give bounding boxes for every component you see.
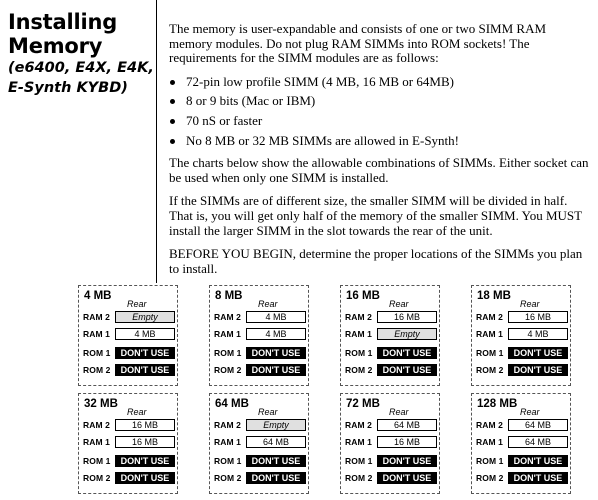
rom2-label: ROM 2 (214, 365, 242, 375)
rear-label: Rear (127, 407, 147, 417)
ram2-row (214, 419, 306, 431)
rom1-label: ROM 1 (345, 348, 373, 358)
config-total: 4 MB (84, 290, 112, 302)
ram1-slot: 16 MB (377, 436, 437, 448)
heading-subtitle-line2: E-Synth KYBD) (8, 80, 128, 96)
ram1-label: RAM 1 (83, 329, 110, 339)
bullet-icon (170, 99, 175, 104)
ram1-label: RAM 1 (476, 329, 503, 339)
ram2-row (476, 311, 568, 323)
rom2-slot: DON'T USE (115, 472, 175, 484)
rom1-slot: DON'T USE (246, 347, 306, 359)
rom1-row (214, 347, 306, 359)
rom2-label: ROM 2 (83, 473, 111, 483)
rom2-row (345, 364, 437, 376)
rom2-label: ROM 2 (345, 473, 373, 483)
ram2-slot: 16 MB (508, 311, 568, 323)
bullet-icon (170, 80, 175, 85)
ram2-slot: 16 MB (115, 419, 175, 431)
rom2-slot: DON'T USE (508, 472, 568, 484)
simm-config-box (209, 285, 309, 386)
ram2-row (345, 311, 437, 323)
ram1-label: RAM 1 (214, 329, 241, 339)
heading-subtitle-line1: (e6400, E4X, E4K, (8, 60, 154, 76)
config-total: 64 MB (215, 398, 249, 410)
rom1-label: ROM 1 (345, 456, 373, 466)
ram1-label: RAM 1 (214, 437, 241, 447)
ram2-label: RAM 2 (345, 420, 372, 430)
rom1-slot: DON'T USE (508, 347, 568, 359)
rom2-row (345, 472, 437, 484)
requirements-list (169, 75, 589, 148)
rom1-row (214, 455, 306, 467)
ram2-row (345, 419, 437, 431)
rom1-slot: DON'T USE (246, 455, 306, 467)
rom2-slot: DON'T USE (246, 364, 306, 376)
ram2-row (476, 419, 568, 431)
ram2-slot: 4 MB (246, 311, 306, 323)
intro-paragraph: The memory is user-expandable and consists of one or two SIMM RAM memory modules. Do not plug RAM SIMMs into ROM sockets! The requirements for the SIMM modules are as follows: (169, 21, 547, 66)
rom2-row (214, 364, 306, 376)
ram1-slot: 64 MB (246, 436, 306, 448)
ram2-label: RAM 2 (345, 312, 372, 322)
ram2-label: RAM 2 (214, 312, 241, 322)
ram1-row (345, 436, 437, 448)
requirement-item: 72-pin low profile SIMM (4 MB, 16 MB or 64MB) (169, 75, 589, 90)
ram1-slot: 4 MB (115, 328, 175, 340)
ram1-row (476, 436, 568, 448)
rom1-label: ROM 1 (214, 348, 242, 358)
ram1-label: RAM 1 (345, 329, 372, 339)
config-total: 8 MB (215, 290, 243, 302)
rom2-label: ROM 2 (345, 365, 373, 375)
heading-title-line2: Memory (8, 34, 103, 58)
rom2-label: ROM 2 (214, 473, 242, 483)
requirement-item: No 8 MB or 32 MB SIMMs are allowed in E-Synth! (169, 134, 589, 149)
simm-config-charts (78, 285, 580, 493)
rom1-row (476, 455, 568, 467)
rom1-row (83, 455, 175, 467)
simm-config-box (78, 285, 178, 386)
ram1-row (214, 328, 306, 340)
ram2-row (83, 419, 175, 431)
ram1-row (345, 328, 437, 340)
rom1-label: ROM 1 (214, 456, 242, 466)
rom2-row (476, 472, 568, 484)
ram2-slot: 64 MB (377, 419, 437, 431)
bullet-icon (170, 139, 175, 144)
rom2-row (476, 364, 568, 376)
simm-config-box (340, 285, 440, 386)
ram2-slot: 16 MB (377, 311, 437, 323)
ram2-label: RAM 2 (83, 420, 110, 430)
charts-paragraph: The charts below show the allowable combinations of SIMMs. Either socket can be used when only one SIMM is installed. (169, 155, 589, 185)
ram2-row (83, 311, 175, 323)
rom1-row (345, 455, 437, 467)
rom2-slot: DON'T USE (115, 364, 175, 376)
section-heading (8, 10, 158, 98)
rom1-slot: DON'T USE (115, 455, 175, 467)
config-total: 18 MB (477, 290, 511, 302)
rom1-row (345, 347, 437, 359)
rear-label: Rear (127, 299, 147, 309)
ram1-row (83, 328, 175, 340)
rom2-row (83, 364, 175, 376)
ram1-slot: Empty (377, 328, 437, 340)
rear-label: Rear (258, 299, 278, 309)
ram2-slot: 64 MB (508, 419, 568, 431)
rear-label: Rear (520, 407, 540, 417)
config-total: 128 MB (477, 398, 518, 410)
rom1-slot: DON'T USE (508, 455, 568, 467)
config-total: 32 MB (84, 398, 118, 410)
rom2-slot: DON'T USE (246, 472, 306, 484)
heading-title-line1: Installing (8, 10, 118, 34)
simm-config-box (78, 393, 178, 494)
ram2-label: RAM 2 (476, 312, 503, 322)
ram1-row (83, 436, 175, 448)
config-total: 16 MB (346, 290, 380, 302)
rear-label: Rear (520, 299, 540, 309)
ram1-slot: 4 MB (246, 328, 306, 340)
rom1-row (83, 347, 175, 359)
vertical-divider (156, 0, 157, 283)
ram1-slot: 16 MB (115, 436, 175, 448)
rom2-label: ROM 2 (83, 365, 111, 375)
rom2-label: ROM 2 (476, 473, 504, 483)
rom1-label: ROM 1 (83, 456, 111, 466)
ram1-label: RAM 1 (345, 437, 372, 447)
rom1-slot: DON'T USE (115, 347, 175, 359)
rear-label: Rear (389, 299, 409, 309)
ram2-row (214, 311, 306, 323)
rom2-slot: DON'T USE (377, 364, 437, 376)
ram2-label: RAM 2 (476, 420, 503, 430)
ram2-label: RAM 2 (214, 420, 241, 430)
ram1-row (476, 328, 568, 340)
sizes-paragraph: If the SIMMs are of different size, the smaller SIMM will be divided in half. That is, you will get only half of the memory of the smaller SIMM. You MUST install the larger SIMM in the slot towards the rear of the unit. (169, 193, 582, 238)
requirement-item: 8 or 9 bits (Mac or IBM) (169, 94, 589, 109)
rom2-slot: DON'T USE (377, 472, 437, 484)
ram1-slot: 64 MB (508, 436, 568, 448)
simm-config-box (340, 393, 440, 494)
rom2-row (83, 472, 175, 484)
ram1-row (214, 436, 306, 448)
ram2-slot: Empty (115, 311, 175, 323)
rom2-row (214, 472, 306, 484)
simm-config-box (471, 285, 571, 386)
bullet-icon (170, 119, 175, 124)
ram1-label: RAM 1 (83, 437, 110, 447)
requirement-item: 70 nS or faster (169, 114, 589, 129)
body-text (169, 22, 589, 285)
rom1-slot: DON'T USE (377, 455, 437, 467)
rom1-label: ROM 1 (476, 348, 504, 358)
rear-label: Rear (258, 407, 278, 417)
rom2-label: ROM 2 (476, 365, 504, 375)
simm-config-box (209, 393, 309, 494)
config-total: 72 MB (346, 398, 380, 410)
ram2-label: RAM 2 (83, 312, 110, 322)
simm-config-box (471, 393, 571, 494)
ram1-label: RAM 1 (476, 437, 503, 447)
ram1-slot: 4 MB (508, 328, 568, 340)
before-paragraph: BEFORE YOU BEGIN, determine the proper locations of the SIMMs you plan to install. (169, 246, 583, 276)
rom1-label: ROM 1 (476, 456, 504, 466)
rear-label: Rear (389, 407, 409, 417)
rom2-slot: DON'T USE (508, 364, 568, 376)
rom1-slot: DON'T USE (377, 347, 437, 359)
ram2-slot: Empty (246, 419, 306, 431)
rom1-row (476, 347, 568, 359)
rom1-label: ROM 1 (83, 348, 111, 358)
